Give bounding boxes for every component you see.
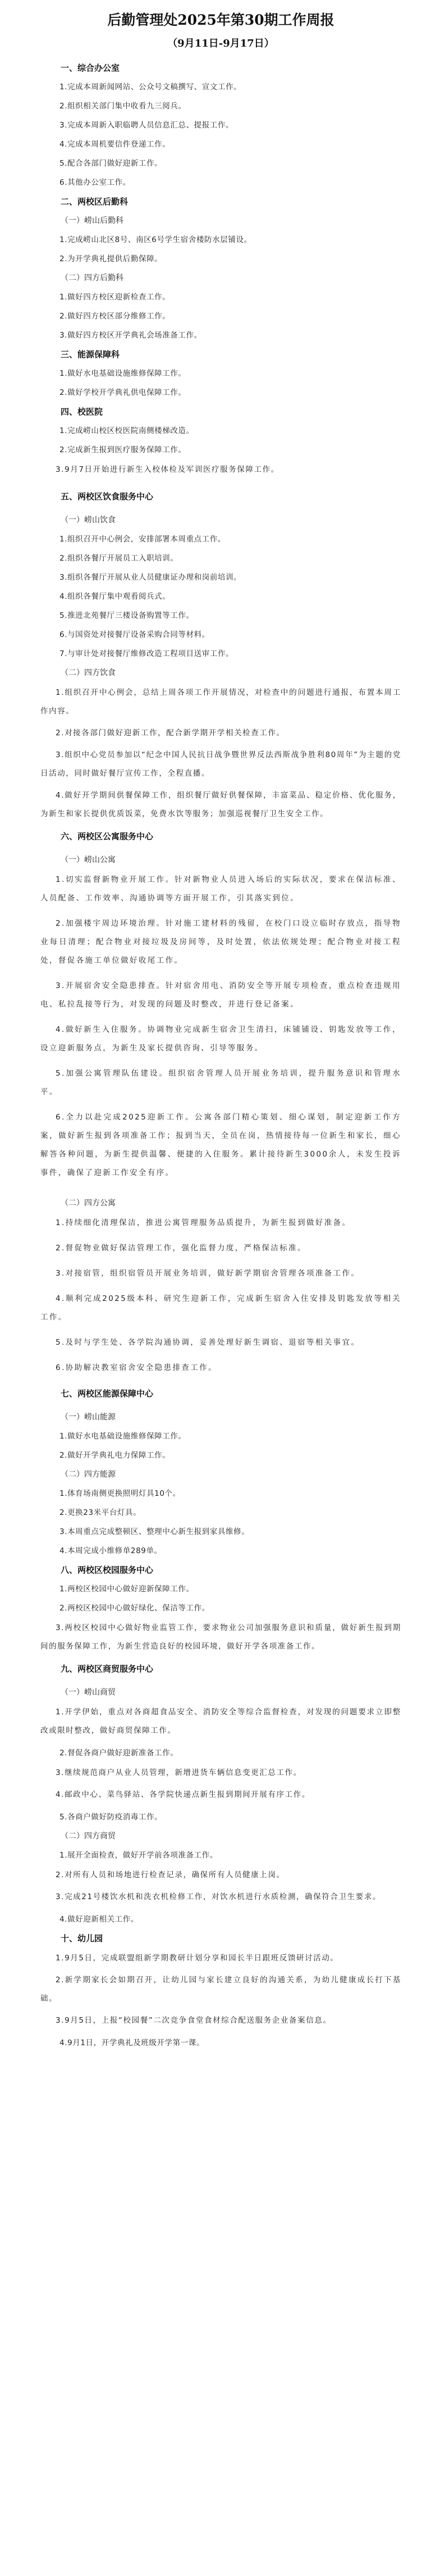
- list-item: 2.督促各商户做好迎新准备工作。: [59, 1749, 178, 1758]
- list-item: 5.配合各部门做好迎新工作。: [59, 159, 163, 168]
- section-heading: 七、两校区能源保障中心: [61, 1389, 154, 1399]
- section-heading: 八、两校区校园服务中心: [61, 1565, 154, 1575]
- list-paragraph: 5.及时与学生处、各学院沟通协调，妥善处理好新生调宿、退宿等相关事宜。: [56, 1338, 360, 1347]
- list-item: 6.其他办公室工作。: [59, 178, 131, 187]
- section-dining: [40, 487, 401, 823]
- report-date-range: （9月11日-9月17日）: [167, 38, 274, 49]
- list-item: 2.为开学典礼提供后勤保障。: [59, 254, 163, 263]
- list-item: 1.做好水电基础设施维修保障工作。: [59, 1432, 186, 1441]
- list-paragraph: 3.对接宿管，组织宿管员开展业务培训，做好新学期宿舍管理各项准备工作。: [56, 1269, 360, 1278]
- section-heading: 五、两校区饮食服务中心: [61, 491, 154, 502]
- section-heading: 一、综合办公室: [61, 63, 120, 73]
- spacer: [40, 846, 401, 850]
- list-paragraph: 3.开展宿舍安全隐患排查。针对宿舍用电、消防安全等开展专项检查，重点检查违规用电、私拉乱接等行为，对发现的问题及时整改，并进行登记备案。: [40, 981, 401, 1009]
- section-general-office: [40, 58, 401, 192]
- list-paragraph: 6.全力以赴完成2025迎新工作。公寓各部门精心策划、细心谋划，制定迎新工作方案，做好新生报到各项准备工作；报到当天，全员在岗，热情接待每一位新生和家长，细心解答各种问题，为新生提供温馨、便捷的入住服务。累计接待新生3000余人，未发生投诉事件，确保了迎新工作安全有序。: [40, 1113, 401, 1177]
- subsection-heading: （二）四方后勤科: [61, 274, 123, 283]
- section-kindergarten: [40, 1929, 401, 2052]
- subsection-heading: （一）崂山饮食: [61, 516, 116, 525]
- list-paragraph: 4.做好开学期间供餐保障工作，组织餐厅做好供餐保障，丰富菜品、稳定价格、优化服务，为新生和家长提供优质饭菜，免费水饮等服务；加强巡视餐厅卫生安全工作。: [40, 791, 401, 818]
- list-paragraph: 4.做好新生入住服务。协调物业完成新生宿舍卫生清扫，床铺铺设、钥匙发放等工作，设立迎新服务点，为新生及家长提供咨询、引导等服务。: [40, 1025, 401, 1053]
- list-item: 1.完成崂山北区8号、南区6号学生宿舍楼防水层铺设。: [59, 235, 252, 244]
- list-paragraph: 1.9月5日，完成联盟组新学期教研计划分享和园长半日跟班反馈研讨活动。: [56, 1954, 339, 1963]
- list-paragraph: 3.完成21号楼饮水机和洗衣机检修工作，对饮水机进行水质检测，确保符合卫生要求。: [56, 1892, 382, 1901]
- list-item: 3.组织各餐厅开展从业人员健康证办理和岗前培训。: [59, 573, 242, 582]
- list-item: 1.做好水电基础设施维修保障工作。: [59, 369, 186, 378]
- list-item: 2.完成新生报到医疗服务保障工作。: [59, 445, 186, 454]
- section-logistics: [40, 192, 401, 345]
- section-energy: [40, 345, 401, 402]
- list-item: 5.各商户做好防疫消毒工作。: [59, 1813, 163, 1822]
- list-item: 2.做好开学典礼电力保障工作。: [59, 1451, 171, 1460]
- list-item: 1.做好四方校区迎新检查工作。: [59, 293, 171, 302]
- list-item: 5.推进北苑餐厅三楼设备购置等工作。: [59, 611, 194, 620]
- list-paragraph: 2.新学期家长会如期召开，让幼儿园与家长建立良好的沟通关系，为幼儿健康成长打下基础。: [40, 1976, 401, 2003]
- subsection-heading: （一）崂山能源: [61, 1413, 116, 1422]
- spacer: [40, 1189, 401, 1194]
- list-item: 2.组织各餐厅开展员工入职培训。: [59, 554, 178, 563]
- list-paragraph: 6.协助解决教室宿舍安全隐患排查工作。: [56, 1363, 217, 1372]
- list-item: 3.做好四方校区开学典礼会场准备工作。: [59, 331, 202, 340]
- section-heading: 十、幼儿园: [61, 1933, 103, 1944]
- list-item: 4.本周完成小维修单289单。: [59, 1546, 162, 1555]
- list-item: 2.做好学校开学典礼供电保障工作。: [59, 388, 186, 397]
- spacer: [40, 1403, 401, 1408]
- list-item: 3.完成本周新入职临聘人员信息汇总、提报工作。: [59, 121, 234, 130]
- spacer: [40, 1678, 401, 1683]
- subsection-heading: （一）崂山商贸: [61, 1688, 116, 1697]
- list-item: 2.两校区校园中心做好绿化、保洁等工作。: [59, 1604, 210, 1613]
- subsection-heading: （一）崂山后勤科: [61, 216, 123, 225]
- list-paragraph: 5.加强公寓管理队伍建设。组织宿舍管理人员开展业务培训，提升服务意识和管理水平。: [40, 1069, 401, 1096]
- subsection-heading: （二）四方能源: [61, 1470, 116, 1479]
- list-paragraph: 2.加强楼宇周边环境治理。针对施工建材料的残留，在校门口设立临时存放点，指导物业每日清理；配合物业对接垃圾及房间等，及时处置，依法依规处理；配合物业对接工程处，督促各施工单位做好收尾工作。: [40, 919, 401, 965]
- list-paragraph: 1.组织召开中心例会，总结上周各项工作开展情况，对检查中的问题进行通报，布置本周工作内容。: [40, 688, 401, 716]
- subsection-heading: （二）四方饮食: [61, 668, 116, 677]
- list-item: 6.与国资处对接餐厅设备采购合同等材料。: [59, 630, 210, 639]
- list-paragraph: 3.组织中心党员参加以“纪念中国人民抗日战争暨世界反法西斯战争胜利80周年”为主题的党日活动，同时做好餐厅宣传工作，全程直播。: [40, 750, 401, 778]
- list-item: 2.组织相关部门集中收看九三阅兵。: [59, 102, 186, 111]
- list-paragraph: 3.9月7日开始进行新生入校体检及军训医疗服务保障工作。: [56, 465, 279, 474]
- list-paragraph: 1.持续细化清理保洁，推进公寓管理服务品质提升，为新生报到做好准备。: [56, 1218, 351, 1227]
- list-item: 4.做好迎新相关工作。: [59, 1915, 139, 1924]
- section-commerce: [40, 1659, 401, 1929]
- list-item: 1.两校区校园中心做好迎新保障工作。: [59, 1585, 194, 1594]
- list-paragraph: 2.对所有人员和场地进行检查记录，确保所有人员健康上岗。: [56, 1870, 285, 1879]
- list-paragraph: 2.对接各部门做好迎新工作，配合新学期开学相关检查工作。: [56, 729, 285, 738]
- list-item: 2.做好四方校区部分维修工作。: [59, 312, 171, 321]
- section-hospital: [40, 402, 401, 479]
- subsection-heading: （一）崂山公寓: [61, 855, 116, 864]
- list-item: 4.9月1日，开学典礼及班级开学第一课。: [59, 2038, 205, 2047]
- list-item: 3.本周重点完成整顿区、整理中心新生报到家具维修。: [59, 1527, 250, 1536]
- section-apartment: [40, 827, 401, 1377]
- list-paragraph: 4.邮政中心、菜鸟驿站、各学院快递点新生报到期间开展有序工作。: [56, 1790, 310, 1799]
- list-paragraph: 1.切实监督新物业开展工作。针对新物业人员进入场后的实际状况，要求在保洁标准、人员配备、工作效率、沟通协调等方面开展工作，引其落实到位。: [40, 875, 401, 903]
- list-paragraph: 3.两校区校园中心做好物业监管工作，要求物业公司加强服务意识和质量，做好新生报到期间的服务保障工作，为新生营造良好的校园环境，做好开学各项准备工作。: [40, 1623, 401, 1651]
- list-paragraph: 1.开学伊始，重点对各商超食品安全、消防安全等综合监督检查，对发现的问题要求立即整改或限时整改，做好商贸保障工作。: [40, 1708, 401, 1735]
- spacer: [40, 483, 401, 487]
- section-heading: 九、两校区商贸服务中心: [61, 1664, 154, 1674]
- list-item: 1.组织召开中心例会，安排部署本周重点工作。: [59, 535, 226, 544]
- section-campus-service: [40, 1560, 401, 1656]
- section-heading: 二、两校区后勤科: [61, 197, 129, 207]
- list-item: 4.组织各餐厅集中观看阅兵式。: [59, 592, 171, 601]
- section-heading: 六、两校区公寓服务中心: [61, 831, 154, 841]
- section-heading: 三、能源保障科: [61, 349, 120, 359]
- list-paragraph: 3.继续规范商户从业人员管理，新增进货车辆信息变更汇总工作。: [56, 1768, 302, 1777]
- list-paragraph: 2.督促物业做好保洁管理工作，强化监督力度，严格保洁标准。: [56, 1244, 306, 1253]
- list-item: 2.更换23米平台灯具。: [59, 1508, 141, 1517]
- list-item: 1.完成本周新闻网站、公众号文稿撰写、宣文工作。: [59, 83, 242, 92]
- subsection-heading: （二）四方公寓: [61, 1199, 116, 1208]
- list-paragraph: 4.顺利完成2025级本科、研究生迎新工作，完成新生宿舍入住安排及钥匙发放等相关工作。: [40, 1294, 401, 1322]
- subsection-heading: （二）四方商贸: [61, 1832, 116, 1841]
- list-item: 1.体育场南侧更换照明灯具10个。: [59, 1489, 181, 1498]
- section-energy-center: [40, 1384, 401, 1560]
- list-item: 1.展开全面检查，做好开学前各项准备工作。: [59, 1851, 218, 1860]
- list-paragraph: 3.9月5日，上报“校园餐”二次竞争食堂食材综合配送服务企业备案信息。: [56, 2016, 332, 2025]
- list-item: 1.完成崂山校区校医院南侧楼梯改造。: [59, 426, 194, 435]
- report-title: 后勤管理处2025年第30期工作周报: [107, 12, 334, 28]
- list-item: 7.与审计处对接餐厅维修改造工程项目送审工作。: [59, 649, 234, 658]
- section-heading: 四、校医院: [61, 407, 103, 417]
- spacer: [40, 506, 401, 511]
- list-item: 4.完成本周机要信件登递工作。: [59, 140, 171, 149]
